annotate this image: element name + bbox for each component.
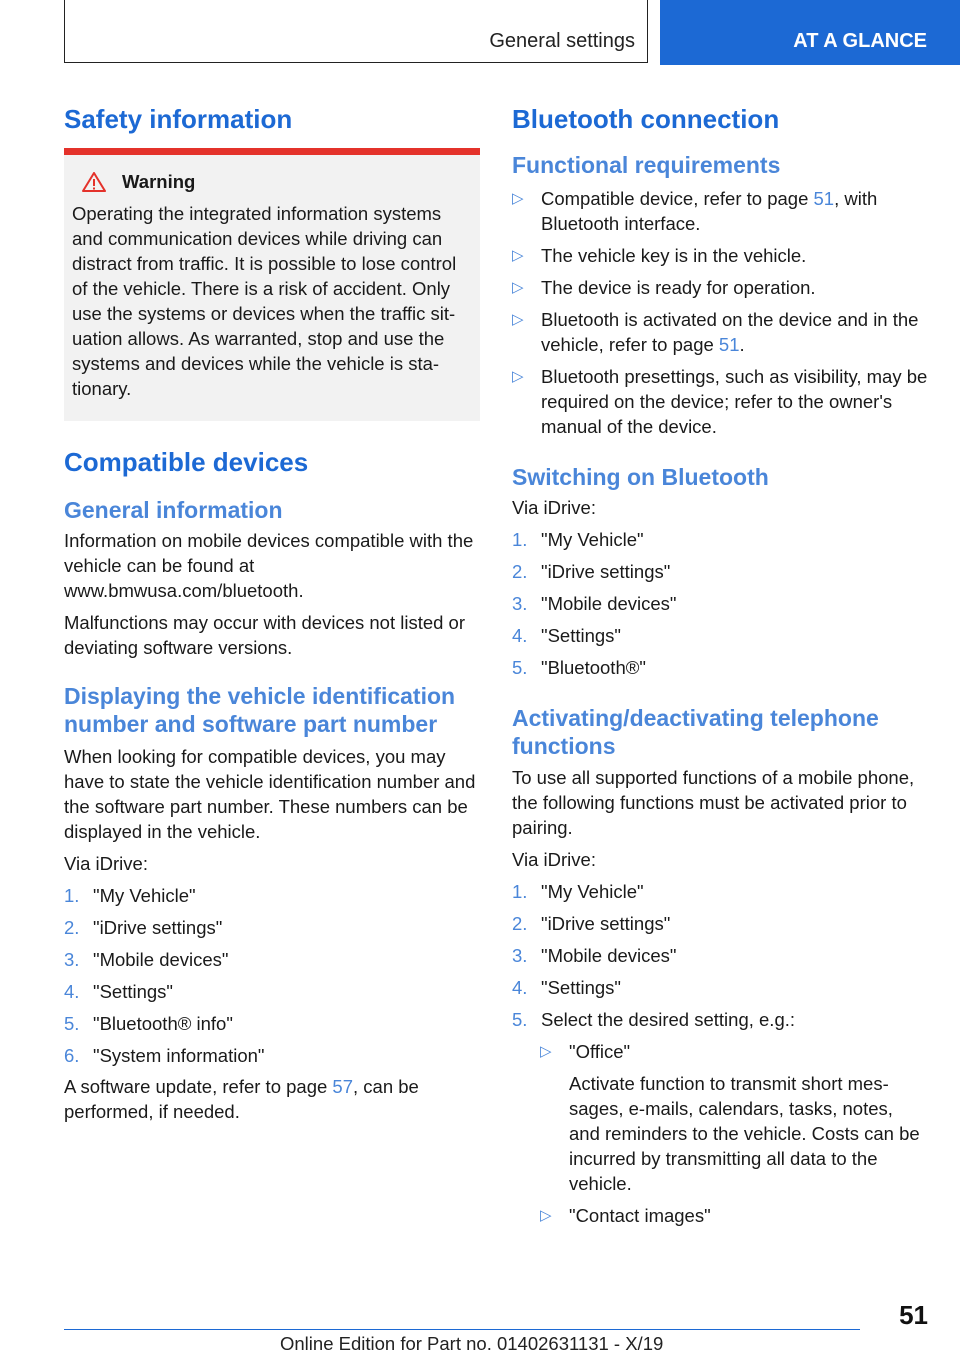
list-item: 4. "Settings" bbox=[512, 625, 621, 646]
settings-sublist bbox=[540, 1039, 928, 1228]
vin-steps-list bbox=[64, 883, 480, 1068]
list-item: 1. "My Vehicle" bbox=[64, 885, 196, 906]
software-update-text: A software update, refer to page 57, can be performed, if needed. bbox=[64, 1076, 419, 1122]
bullet-triangle-icon: ▷ bbox=[512, 311, 524, 328]
list-item: 1. "My Vehicle" bbox=[512, 881, 644, 902]
list-item: 5. "Bluetooth®" bbox=[512, 657, 646, 678]
list-item: 2. "iDrive settings" bbox=[512, 913, 671, 934]
list-item: 6. "System information" bbox=[64, 1045, 265, 1066]
bullet-triangle-icon: ▷ bbox=[512, 247, 524, 264]
edition-footer: Online Edition for Part no. 01402631131 - X/19 bbox=[280, 1333, 664, 1354]
list-item: ▷ Bluetooth is activated on the device and in the vehicle, refer to page 51. bbox=[512, 309, 919, 355]
list-item bbox=[540, 1039, 928, 1196]
page-link[interactable]: 51 bbox=[813, 188, 835, 209]
office-label: "Office" bbox=[569, 1041, 631, 1062]
bluetooth-heading: Bluetooth connection bbox=[512, 104, 780, 134]
list-item: ▷ Bluetooth presettings, such as visibility, may be required on the device; refer to the owner's manual of the device. bbox=[512, 366, 928, 437]
page-link[interactable]: 57 bbox=[332, 1076, 353, 1097]
list-item: 5. Select the desired setting, e.g.: bbox=[512, 1009, 796, 1030]
list-item: 4. "Settings" bbox=[512, 977, 621, 998]
chapter-tab-label: AT A GLANCE bbox=[793, 30, 927, 52]
list-item: 3. "Mobile devices" bbox=[512, 593, 677, 614]
list-item: 1. "My Vehicle" bbox=[512, 529, 644, 550]
vin-paragraph: When looking for compatible devices, you may have to state the vehicle identification number and the software part number. These numbers can be displayed in the vehicle. bbox=[64, 746, 476, 842]
header-frame bbox=[64, 0, 648, 63]
bullet-triangle-icon: ▷ bbox=[512, 368, 524, 385]
list-item: 2. "iDrive settings" bbox=[512, 561, 671, 582]
footer-divider bbox=[64, 1329, 860, 1330]
activating-paragraph: To use all supported functions of a mobile phone, the following functions must be activated prior to pairing. bbox=[512, 767, 915, 838]
switch-steps-list bbox=[512, 527, 928, 680]
vin-heading: Displaying the vehicle identification number and software part number bbox=[64, 683, 456, 737]
list-item: 2. "iDrive settings" bbox=[64, 917, 223, 938]
general-info-p2: Malfunctions may occur with devices not listed or deviating software versions. bbox=[64, 612, 466, 658]
safety-heading: Safety information bbox=[64, 104, 293, 134]
switch-heading: Switching on Bluetooth bbox=[512, 464, 769, 490]
bullet-triangle-icon: ▷ bbox=[540, 1043, 552, 1060]
bullet-triangle-icon: ▷ bbox=[512, 190, 524, 207]
bullet-triangle-icon: ▷ bbox=[540, 1207, 552, 1224]
office-description: Activate function to transmit short messages, e-mails, calendars, tasks, notes, and reminders to the vehicle. Costs can be incurred by transmitting all data to the vehicle. bbox=[569, 1073, 920, 1194]
left-column bbox=[64, 100, 480, 1124]
right-column bbox=[512, 100, 928, 1228]
list-item: 3. "Mobile devices" bbox=[64, 949, 229, 970]
compatible-heading: Compatible devices bbox=[64, 447, 309, 477]
warning-box bbox=[64, 148, 480, 421]
list-item: ▷ "Contact images" bbox=[540, 1205, 711, 1226]
list-item: 3. "Mobile devices" bbox=[512, 945, 677, 966]
general-info-heading: General information bbox=[64, 497, 283, 523]
list-item: ▷ Compatible device, refer to page 51, with Bluetooth interface. bbox=[512, 188, 878, 234]
page-link[interactable]: 51 bbox=[718, 334, 740, 355]
via-idrive-label: Via iDrive: bbox=[512, 849, 596, 870]
section-title: General settings bbox=[489, 30, 635, 52]
warning-text: Operating the integrated information systems and communication devices while driving can distract from traffic. It is possible to lose control of the vehicle. There is a risk of accident. Only use the systems or devices when the traffic situation allows. As warranted, stop and use the systems and devices while the vehicle is stationary. bbox=[72, 203, 457, 399]
bullet-triangle-icon: ▷ bbox=[512, 279, 524, 296]
requirements-list bbox=[512, 186, 928, 439]
via-idrive-label: Via iDrive: bbox=[512, 497, 596, 518]
warning-triangle-icon bbox=[82, 172, 106, 192]
activating-steps-list bbox=[512, 879, 928, 1032]
list-item: ▷ The device is ready for operation. bbox=[512, 277, 816, 298]
activating-heading: Activating/deactivating telephone functions bbox=[512, 705, 879, 759]
list-item: 5. "Bluetooth® info" bbox=[64, 1013, 233, 1034]
list-item: 4. "Settings" bbox=[64, 981, 173, 1002]
general-info-p1: Information on mobile devices compatible with the vehicle can be found at www.bmwusa.com/bluetooth. bbox=[64, 530, 474, 601]
page-number: 51 bbox=[899, 1300, 928, 1330]
warning-title: Warning bbox=[72, 169, 472, 195]
via-idrive-label: Via iDrive: bbox=[64, 853, 148, 874]
list-item: ▷ The vehicle key is in the vehicle. bbox=[512, 245, 807, 266]
chapter-tab[interactable] bbox=[660, 0, 960, 65]
func-req-heading: Functional requirements bbox=[512, 152, 781, 178]
